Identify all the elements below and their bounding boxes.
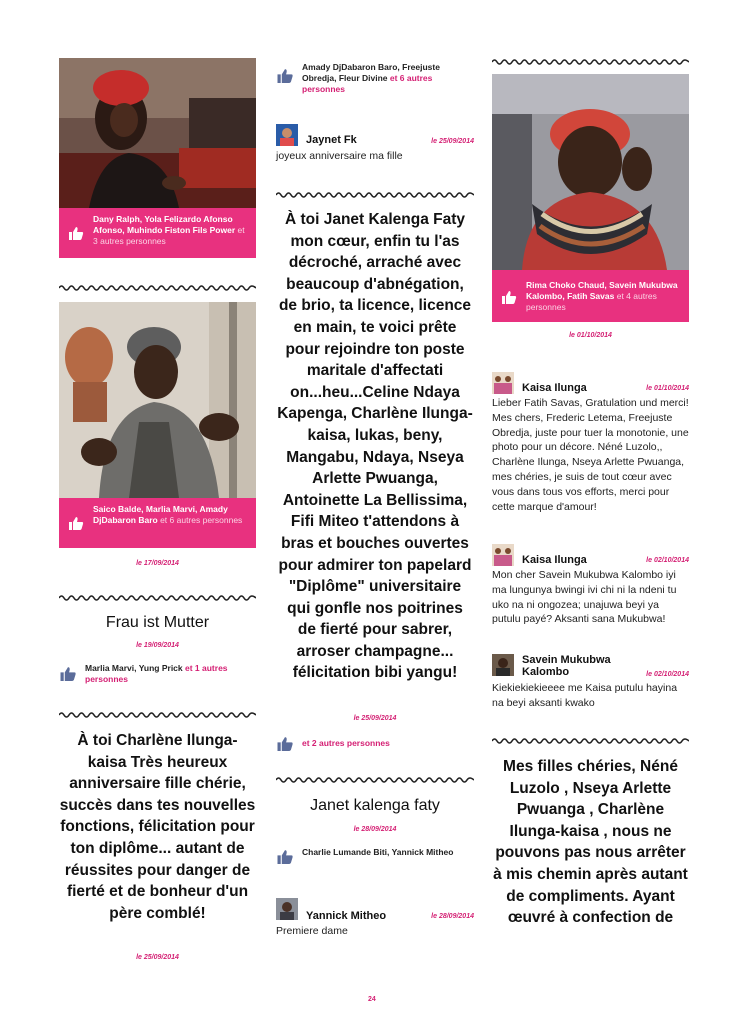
like-more[interactable]: et 2 autres personnes	[302, 738, 390, 748]
photo-man-red-hat	[492, 74, 689, 270]
comment-author[interactable]: Kaisa Ilunga	[522, 554, 587, 566]
likes-row	[276, 62, 474, 95]
post-date: le 25/09/2014	[353, 715, 397, 722]
comment-text: Lieber Fatih Savas, Gratulation und merci! Mes chers, Frederic Letema, Freejuste Obredja, juste pour tuer la monotonie, une photo pour un décore. Néné Luzolo,, Charlène Ilunga, Nseya Arlette Pwuanga, mes chéries, je suis de tout cœur avec vous dans tous vos efforts, merci pour cette marque d'amour!	[492, 397, 689, 513]
thumbs-up-icon	[68, 516, 84, 533]
like-more[interactable]: et 6 autres personnes	[302, 73, 433, 94]
thumbs-up-icon	[276, 68, 294, 86]
thumbs-up-icon	[59, 666, 77, 684]
avatar	[492, 544, 514, 566]
comment-author[interactable]: Kaisa Ilunga	[522, 382, 587, 394]
post-text: À toi Charlène Ilunga-kaisa Très heureux anniversaire fille chérie, succès dans tes nouvelles fonctions, félicitation pour ton diplôme... autant de réussites pour danger de fierté et de bonheur d'un père comblé!	[59, 732, 256, 922]
avatar	[492, 372, 514, 394]
photo-man-sculpture	[59, 302, 256, 498]
like-names[interactable]: Rima Choko Chaud, Savein Mukubwa Kalombo, Fatih Savas	[526, 280, 678, 301]
wavy-divider	[492, 58, 689, 66]
comment-date: le 28/09/2014	[431, 913, 474, 920]
comment-date: le 25/09/2014	[431, 138, 474, 145]
post-date: le 25/09/2014	[136, 954, 179, 961]
like-names[interactable]: Charlie Lumande Biti, Yannick Mitheo	[302, 847, 454, 857]
post-title: Frau ist Mutter	[105, 614, 210, 631]
post-date: le 19/09/2014	[136, 642, 179, 649]
like-bar-3	[492, 270, 689, 322]
page-number: 24	[368, 996, 376, 1003]
like-more[interactable]: et 6 autres personnes	[157, 515, 243, 525]
like-names[interactable]: Amady DjDabaron Baro, Freejuste Obredja, Fleur Divine	[302, 62, 440, 83]
post-date: le 28/09/2014	[353, 826, 397, 833]
comment-author[interactable]: Yannick Mitheo	[306, 910, 387, 922]
comment	[492, 372, 689, 532]
wavy-divider	[59, 711, 256, 719]
thumbs-up-icon	[276, 736, 294, 754]
like-names[interactable]: Dany Ralph, Yola Felizardo Afonso Afonso, Muhindo Fiston Fils Power	[93, 214, 236, 235]
like-bar-2	[59, 498, 256, 548]
avatar	[492, 654, 514, 676]
comment-text: Premiere dame	[276, 925, 348, 937]
wavy-divider	[276, 776, 474, 784]
like-more[interactable]: et 1 autres personnes	[85, 663, 228, 684]
comment-author[interactable]: Jaynet Fk	[306, 134, 357, 146]
wavy-divider	[276, 191, 474, 199]
comment-text: joyeux anniversaire ma fille	[276, 150, 403, 162]
wavy-divider	[59, 594, 256, 602]
comment-author[interactable]: Savein Mukubwa Kalombo	[522, 654, 611, 678]
like-more[interactable]: et 3 autres personnes	[93, 225, 245, 246]
comment-text: Kiekiekiekieeee me Kaisa putulu hayina na beyi aksanti kwako	[492, 682, 678, 709]
avatar	[276, 124, 298, 146]
post-text: À toi Janet Kalenga Faty mon cœur, enfin tu l'as décroché, arraché avec beaucoup d'abnégation, de brio, ta licence, licence en main, te voici prête pour rejoindre ton poste maritale d'affectati on...heu...Celine Ndaya Kapenga, Charlène Ilunga-kaisa, lukas, beny, Mangabu, Ndaya, Nseya Arlette Pwuanga, Antoinette La Bellissima, Fifi Miteo t'attendons à bras et bouches ouvertes pour admirer ton papelard "Diplôme" universitaire qui gonfle nos poitrines de fierté pour sabrer, arroser champagne... félicitation bibi yangu!	[277, 211, 473, 682]
wavy-divider	[492, 737, 689, 745]
post-date: le 17/09/2014	[136, 560, 179, 567]
comment	[276, 898, 474, 938]
likes-row	[59, 663, 256, 685]
post-title: Janet kalenga faty	[310, 797, 440, 814]
like-bar-1	[59, 208, 256, 258]
post-text: Mes filles chéries, Néné Luzolo , Nseya Arlette Pwuanga , Charlène Ilunga-kaisa , nous ne pouvons pas nous arrêter à mis chemin après autant de compliments. Ayant œuvré à confection de	[493, 758, 688, 927]
photo-woman-red-hat	[59, 58, 256, 208]
thumbs-up-icon	[276, 849, 294, 867]
like-names[interactable]: Saico Balde, Marlia Marvi, Amady DjDabaron Baro	[93, 504, 228, 525]
avatar	[276, 898, 298, 920]
post-date: le 01/10/2014	[569, 332, 612, 339]
comment-text: Mon cher Savein Mukubwa Kalombo iyi ma lungunya bwingi ivi chi ni la ndeni tu uko na ni ongozea; unajuwa beyi ya putulu payé? Aksanti sana Mukubwa!	[492, 569, 677, 626]
likes-row	[276, 738, 474, 749]
thumbs-up-icon	[68, 226, 84, 243]
comment-date: le 02/10/2014	[646, 557, 689, 564]
like-more[interactable]: et 4 autres personnes	[526, 291, 657, 312]
comment	[492, 544, 689, 644]
comment-date: le 02/10/2014	[646, 671, 689, 678]
comment	[492, 654, 689, 714]
likes-row	[276, 847, 474, 858]
thumbs-up-icon	[501, 290, 517, 307]
comment	[276, 124, 474, 164]
like-names[interactable]: Marlia Marvi, Yung Prick	[85, 663, 183, 673]
comment-date: le 01/10/2014	[646, 385, 689, 392]
wavy-divider	[59, 284, 256, 292]
